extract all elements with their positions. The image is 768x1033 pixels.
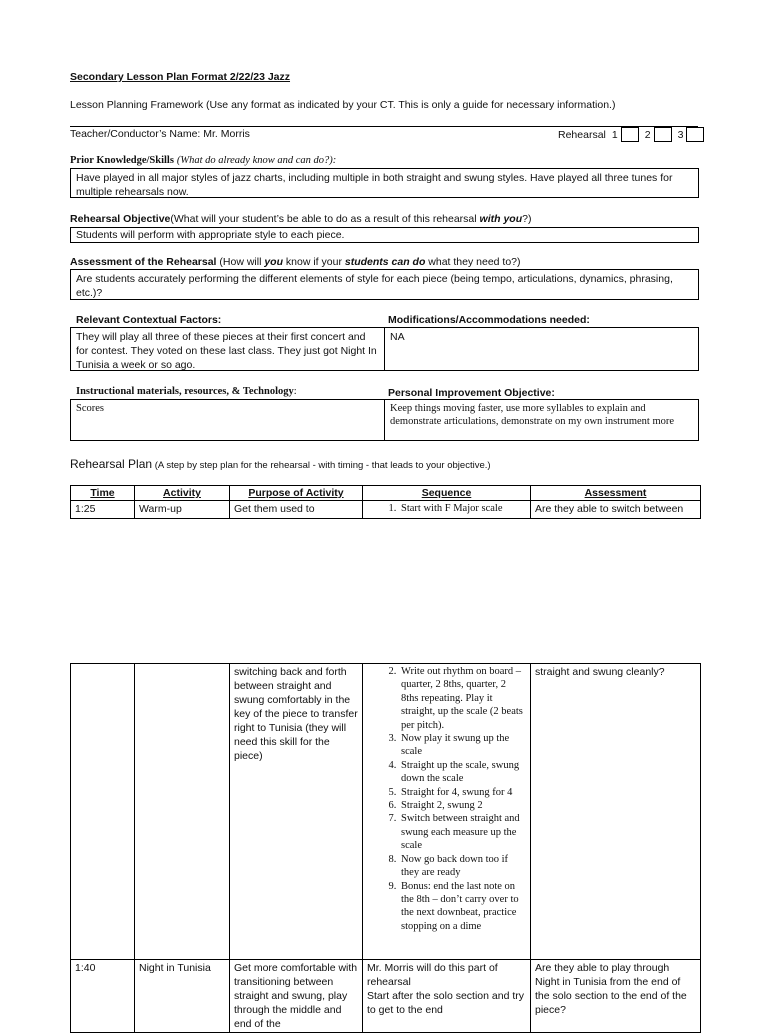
assessment-cell: Are they able to switch between xyxy=(531,501,701,519)
plan-heading: Rehearsal Plan (A step by step plan for the rehearsal - with timing - that leads to your objective.) xyxy=(70,457,491,471)
sequence-cell xyxy=(363,664,531,960)
table-header-row xyxy=(71,486,701,501)
plan-table xyxy=(70,485,701,519)
modifications-text: NA xyxy=(384,328,698,370)
sequence-step: 6. Straight 2, swung 2 xyxy=(399,799,526,812)
rehearsal-number-2: 2 xyxy=(644,128,651,141)
table-row xyxy=(71,664,701,960)
framework-note: Lesson Planning Framework (Use any format as indicated by your CT. This is only a guide for necessary information.) xyxy=(70,99,616,111)
column-header: Time xyxy=(71,486,135,501)
contextual-box xyxy=(70,327,699,371)
time-cell xyxy=(71,664,135,960)
modifications-heading: Modifications/Accommodations needed: xyxy=(388,314,590,326)
sequence-step: 9. Bonus: end the last note on the 8th – don’t carry over to the next downbeat, practice stopping on a dime xyxy=(399,880,526,934)
rehearsal-number-1: 1 xyxy=(611,128,618,141)
objective-box: Students will perform with appropriate style to each piece. xyxy=(70,227,699,243)
improvement-text: Keep things moving faster, use more syllables to explain and demonstrate articulations, demonstrate on my own instrument more xyxy=(384,400,698,440)
assessment-cell: straight and swung cleanly? xyxy=(531,664,701,960)
activity-cell xyxy=(135,664,230,960)
table-row xyxy=(71,501,701,519)
purpose-cell: Get more comfortable with transitioning between straight and swung, play through the middle and end of the xyxy=(230,960,363,1033)
sequence-step: 8. Now go back down too if they are ready xyxy=(399,853,526,880)
document-title: Secondary Lesson Plan Format 2/22/23 Jazz xyxy=(70,71,291,83)
sequence-step: 7. Switch between straight and swung each measure up the scale xyxy=(399,812,526,852)
column-header: Purpose of Activity xyxy=(230,486,363,501)
column-header: Sequence xyxy=(363,486,531,501)
assessment-box: Are students accurately performing the different elements of style for each piece (being tempo, articulations, dynamics, phrasing, etc.)? xyxy=(70,269,699,300)
materials-text: Scores xyxy=(76,403,104,414)
objective-heading: Rehearsal Objective(What will your student’s be able to do as a result of this rehearsal with you?) xyxy=(70,213,532,225)
sequence-step: 4. Straight up the scale, swung down the scale xyxy=(399,759,526,786)
contextual-heading: Relevant Contextual Factors: xyxy=(76,314,222,326)
contextual-text: They will play all three of these pieces at their first concert and for contest. They voted on these last class. They just got Night In Tunisia a week or so ago. xyxy=(76,331,377,371)
improvement-heading: Personal Improvement Objective: xyxy=(388,387,555,399)
purpose-cell: switching back and forth between straight and swung comfortably in the key of the piece to transfer right to Tunisia (they will need this skill for the piece) xyxy=(230,664,363,960)
activity-cell: Night in Tunisia xyxy=(135,960,230,1033)
activity-cell: Warm-up xyxy=(135,501,230,519)
rehearsal-selector xyxy=(558,127,704,142)
sequence-step: 1. Start with F Major scale xyxy=(399,502,526,515)
materials-heading: Instructional materials, resources, & Technology: xyxy=(76,386,297,397)
rehearsal-label: Rehearsal xyxy=(558,128,606,141)
purpose-cell: Get them used to xyxy=(230,501,363,519)
teacher-name: Teacher/Conductor’s Name: Mr. Morris xyxy=(70,128,250,140)
column-header: Assessment xyxy=(531,486,701,501)
assessment-cell: Are they able to play through Night in Tunisia from the end of the solo section to the end of the piece? xyxy=(531,960,701,1033)
sequence-cell xyxy=(363,501,531,519)
sequence-cell: Mr. Morris will do this part of rehearsal Start after the solo section and try to get to the end xyxy=(363,960,531,1033)
plan-table-continued xyxy=(70,663,701,1033)
sequence-list xyxy=(367,665,526,933)
prior-knowledge-heading: Prior Knowledge/Skills (What do already know and can do?): xyxy=(70,155,337,166)
column-header: Activity xyxy=(135,486,230,501)
assessment-heading: Assessment of the Rehearsal (How will you know if your students can do what they need to?) xyxy=(70,256,521,268)
rehearsal-checkbox-2[interactable] xyxy=(654,127,672,142)
prior-knowledge-box: Have played in all major styles of jazz charts, including multiple in both straight and swung styles. Have played all three tunes for multiple rehearsals now. xyxy=(70,168,699,198)
table-row xyxy=(71,960,701,1033)
rehearsal-checkbox-3[interactable] xyxy=(686,127,704,142)
sequence-step: 2. Write out rhythm on board – quarter, 2 8ths, quarter, 2 8ths repeating. Play it straight, up the scale (2 beats per pitch). xyxy=(399,665,526,732)
materials-box xyxy=(70,399,699,441)
sequence-step: 3. Now play it swung up the scale xyxy=(399,732,526,759)
rehearsal-number-3: 3 xyxy=(677,128,684,141)
time-cell: 1:25 xyxy=(71,501,135,519)
rehearsal-checkbox-1[interactable] xyxy=(621,127,639,142)
time-cell: 1:40 xyxy=(71,960,135,1033)
sequence-step: 5. Straight for 4, swung for 4 xyxy=(399,786,526,799)
